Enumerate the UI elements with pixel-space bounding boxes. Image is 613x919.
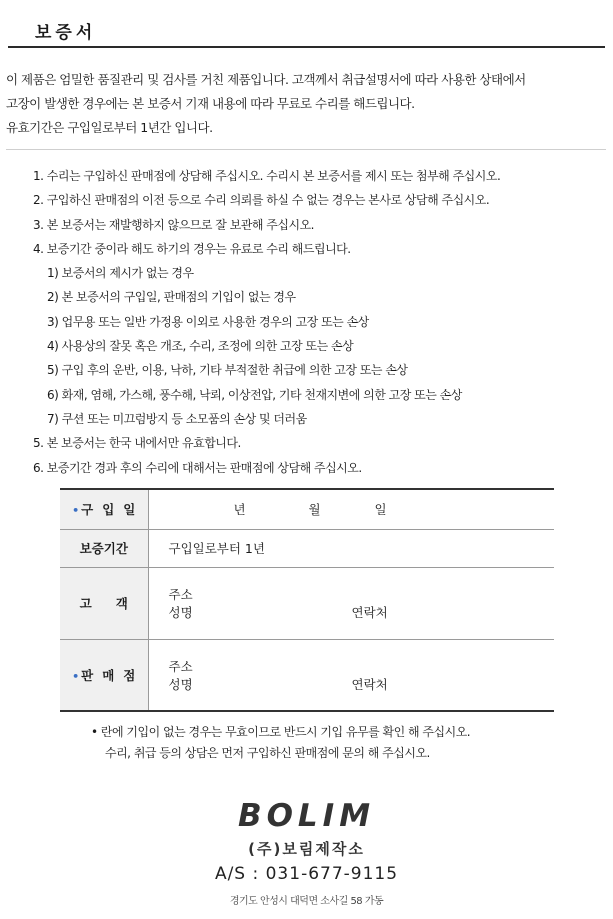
warranty-period-value: 구입일로부터 1년 xyxy=(148,529,554,567)
year-label: 년 xyxy=(233,502,246,518)
day-label: 일 xyxy=(374,502,387,518)
company-name: (주)보림제작소 xyxy=(248,840,365,858)
page-title: 보증서 xyxy=(35,23,97,43)
warranty-info-table xyxy=(60,488,554,712)
term-subitem: 3) 업무용 또는 일반 가정용 이외로 사용한 경우의 고장 또는 손상 xyxy=(47,314,369,329)
required-bullet-icon: • xyxy=(72,504,80,518)
term-item: 6. 보증기간 경과 후의 수리에 대해서는 판매점에 상담해 주십시오. xyxy=(33,460,362,475)
term-subitem: 1) 보증서의 제시가 없는 경우 xyxy=(47,266,194,281)
term-subitem: 2) 본 보증서의 구입일, 판매점의 기입이 없는 경우 xyxy=(47,290,296,305)
customer-address-label: 주소 xyxy=(168,587,193,602)
intro-line: 고장이 발생한 경우에는 본 보증서 기재 내용에 따라 무료로 수리를 해드립니다. xyxy=(6,96,415,111)
terms-list xyxy=(33,164,500,480)
dealer-label: • 판매점 xyxy=(60,639,148,711)
term-item: 4. 보증기간 중이라 해도 하기의 경우는 유료로 수리 해드립니다. xyxy=(33,241,351,256)
customer-row xyxy=(60,567,554,639)
customer-name-label: 성명 xyxy=(168,605,193,620)
warranty-period-label: 보증기간 xyxy=(60,529,148,567)
term-item: 1. 수리는 구입하신 판매점에 상담해 주십시오. 수리시 본 보증서를 제시 또는 첨부해 주십시오. xyxy=(33,169,501,183)
term-item: 5. 본 보증서는 한국 내에서만 유효합니다. xyxy=(33,436,241,451)
title-divider xyxy=(8,46,605,48)
customer-label: 고객 xyxy=(60,567,148,639)
month-label: 월 xyxy=(308,502,321,518)
dealer-name-label: 성명 xyxy=(168,676,193,692)
dealer-row xyxy=(60,639,554,711)
required-bullet-icon: • xyxy=(72,669,80,683)
purchase-date-row xyxy=(60,489,554,529)
purchase-date-label: • 구입일 xyxy=(60,489,148,529)
note-line: • 란에 기입이 없는 경우는 무효이므로 반드시 기입 유무를 확인 해 주십시오. xyxy=(91,725,471,739)
dealer-address-label: 주소 xyxy=(168,658,193,674)
brand-logo: BOLIM xyxy=(237,798,376,834)
term-item: 3. 본 보증서는 재발행하지 않으므로 잘 보관해 주십시오. xyxy=(33,217,314,232)
term-subitem: 4) 사용상의 잘못 혹은 개조, 수리, 조정에 의한 고장 또는 손상 xyxy=(47,339,354,354)
purchase-date-field[interactable] xyxy=(148,489,554,529)
dealer-field[interactable] xyxy=(148,639,554,711)
term-subitem: 7) 쿠션 또는 미끄럼방지 등 소모품의 손상 및 더러움 xyxy=(47,411,307,426)
dealer-contact-label: 연락처 xyxy=(351,676,388,692)
warranty-period-row xyxy=(60,529,554,567)
notes xyxy=(91,722,470,764)
customer-field[interactable] xyxy=(148,567,554,639)
term-subitem: 6) 화재, 염해, 가스해, 풍수해, 낙뢰, 이상전압, 기타 천재지변에 의한 고장 또는 손상 xyxy=(47,387,462,402)
section-divider xyxy=(6,149,606,150)
note-line: 수리, 취급 등의 상담은 먼저 구입하신 판매점에 문의 해 주십시오. xyxy=(105,746,430,760)
company-address: 경기도 안성시 대덕면 소사길 58 가동 xyxy=(229,896,384,907)
term-item: 2. 구입하신 판매점의 이전 등으로 수리 의뢰를 하실 수 없는 경우는 본사로 상담해 주십시오. xyxy=(33,193,490,208)
as-phone: A/S : 031-677-9115 xyxy=(214,864,399,884)
intro-line: 이 제품은 엄밀한 품질관리 및 검사를 거친 제품입니다. 고객께서 취급설명서에 따라 사용한 상태에서 xyxy=(6,72,526,87)
term-subitem: 5) 구입 후의 운반, 이용, 낙하, 기타 부적절한 취급에 의한 고장 또는 손상 xyxy=(47,363,408,378)
customer-contact-label: 연락처 xyxy=(351,605,388,620)
intro-line: 유효기간은 구입일로부터 1년간 입니다. xyxy=(6,120,213,135)
intro-text xyxy=(6,68,610,140)
